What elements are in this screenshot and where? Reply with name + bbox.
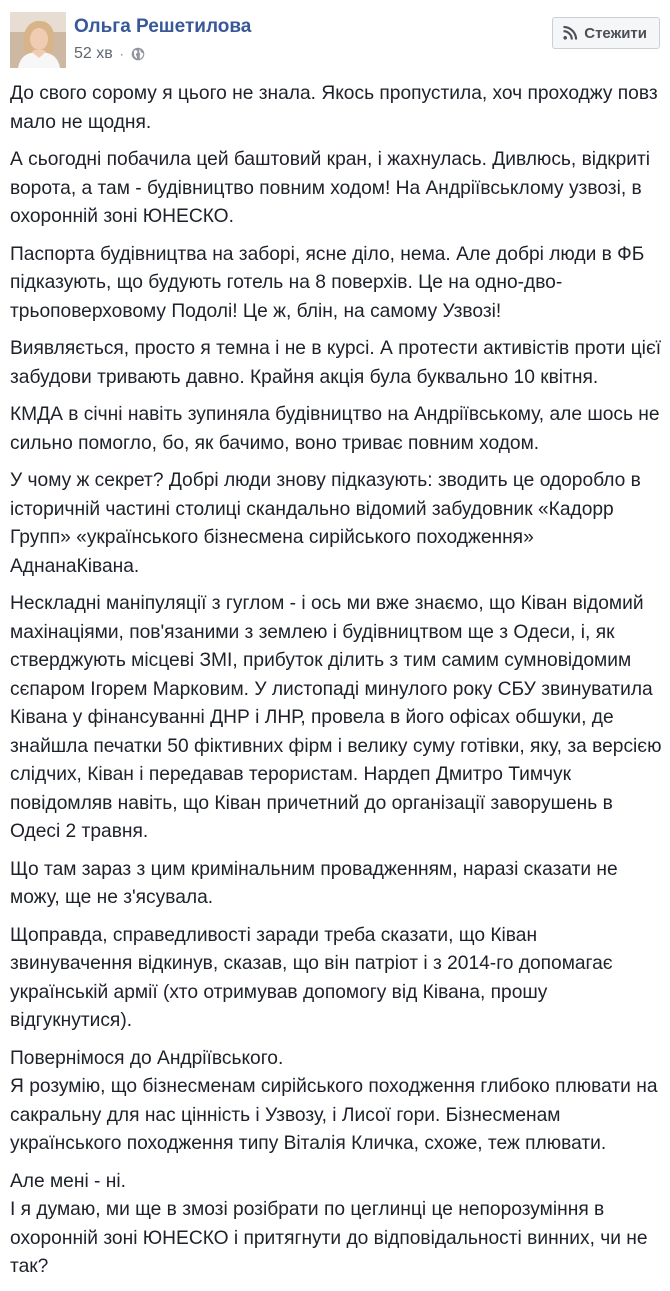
- post-meta: [74, 45, 145, 63]
- post-paragraph-2: А сьогодні побачила цей баштовий кран, і жахнулась. Дивлюсь, відкриті ворота, а там - будівництво повним ходом! На Андріївськлому узвозі, в охоронній зоні ЮНЕСКО.: [10, 149, 651, 227]
- post-timestamp[interactable]: 52 хв: [74, 45, 113, 62]
- post-paragraph-1: До свого сорому я цього не знала. Якось пропустила, хоч проходжу повз мало не щодня.: [10, 83, 658, 133]
- post-paragraph-3: Паспорта будівництва на заборі, ясне діло, нема. Але добрі люди в ФБ підказують, що будують готель на 8 поверхів. Це на одно-дво-трьоповерховому Подолі! Це ж, блін, на самому Узвозі!: [10, 243, 645, 322]
- post-paragraph-9: Щоправда, справедливості заради треба сказати, що Ківан звинувачення відкинув, сказав, що він патріот і з 2014-го допомагає українській армії (хто отримував допомогу від Ківана, прошу відгукнутися).: [10, 924, 613, 1031]
- post-paragraph-6: У чому ж секрет? Добрі люди знову підказують: зводить це одоробло в історичній частині столиці скандально відомий забудовник «Кадорр Групп» «українського бізнесмена сирійського походження» АднанаКівана.: [10, 470, 641, 577]
- follow-label: Стежити: [584, 24, 647, 42]
- follow-button[interactable]: [552, 17, 660, 49]
- avatar-photo-icon: [10, 12, 66, 68]
- globe-icon[interactable]: [131, 47, 145, 61]
- post-paragraph-4: Виявляється, просто я темна і не в курсі. А протести активістів проти цієї забудови тривають давно. Крайня акція була буквально 10 квітня.: [10, 338, 662, 388]
- post-paragraph-8: Що там зараз з цим кримінальним провадженням, наразі сказати не можу, ще не з'ясувала.: [10, 858, 618, 908]
- post-paragraph-7: Нескладні маніпуляції з гуглом - і ось ми вже знаємо, що Ківан відомий махінаціями, пов'язаними з землею і будівництвом ще з Одеси, і, як стверджують місцеві ЗМІ, прибуток ділить з тим самим сумновідомим сєпаром Ігорем Марковим. У листопаді минулого року СБУ звинуватила Ківана у фінансуванні ДНР і ЛНР, провела в його офісах обшуки, де знайшла печатки 50 фіктивних фірм і велику суму готівки, яку, за версією слідчих, Ківан і передавав терористам. Нардеп Дмитро Тимчук повідомляв навіть, що Ківан причетний до організації заворушень в Одесі 2 травня.: [10, 593, 662, 842]
- post-body: [10, 80, 662, 1291]
- author-name[interactable]: Ольга Решетилова: [74, 16, 252, 37]
- post-paragraph-11: Але мені - ні. І я думаю, ми ще в змозі розібрати по цеглинці це непорозуміння в охоронній зоні ЮНЕСКО і притягнути до відповідальності винних, чи не так?: [10, 1170, 648, 1277]
- rss-icon: [563, 26, 577, 40]
- post-paragraph-10: Повернімося до Андріївського. Я розумію, що бізнесменам сирійського походження глибоко плювати на сакральну для нас цінність і Узвозу, і Лисої гори. Бізнесменам українського походження типу Віталія Кличка, схоже, теж плювати.: [10, 1047, 658, 1154]
- post-paragraph-5: КМДА в січні навіть зупиняла будівництво на Андріївському, але шось не сильно помогло, бо, як бачимо, воно триває повним ходом.: [10, 404, 660, 454]
- meta-separator: ·: [119, 47, 124, 61]
- author-avatar[interactable]: [10, 12, 66, 68]
- post-header: [10, 12, 660, 72]
